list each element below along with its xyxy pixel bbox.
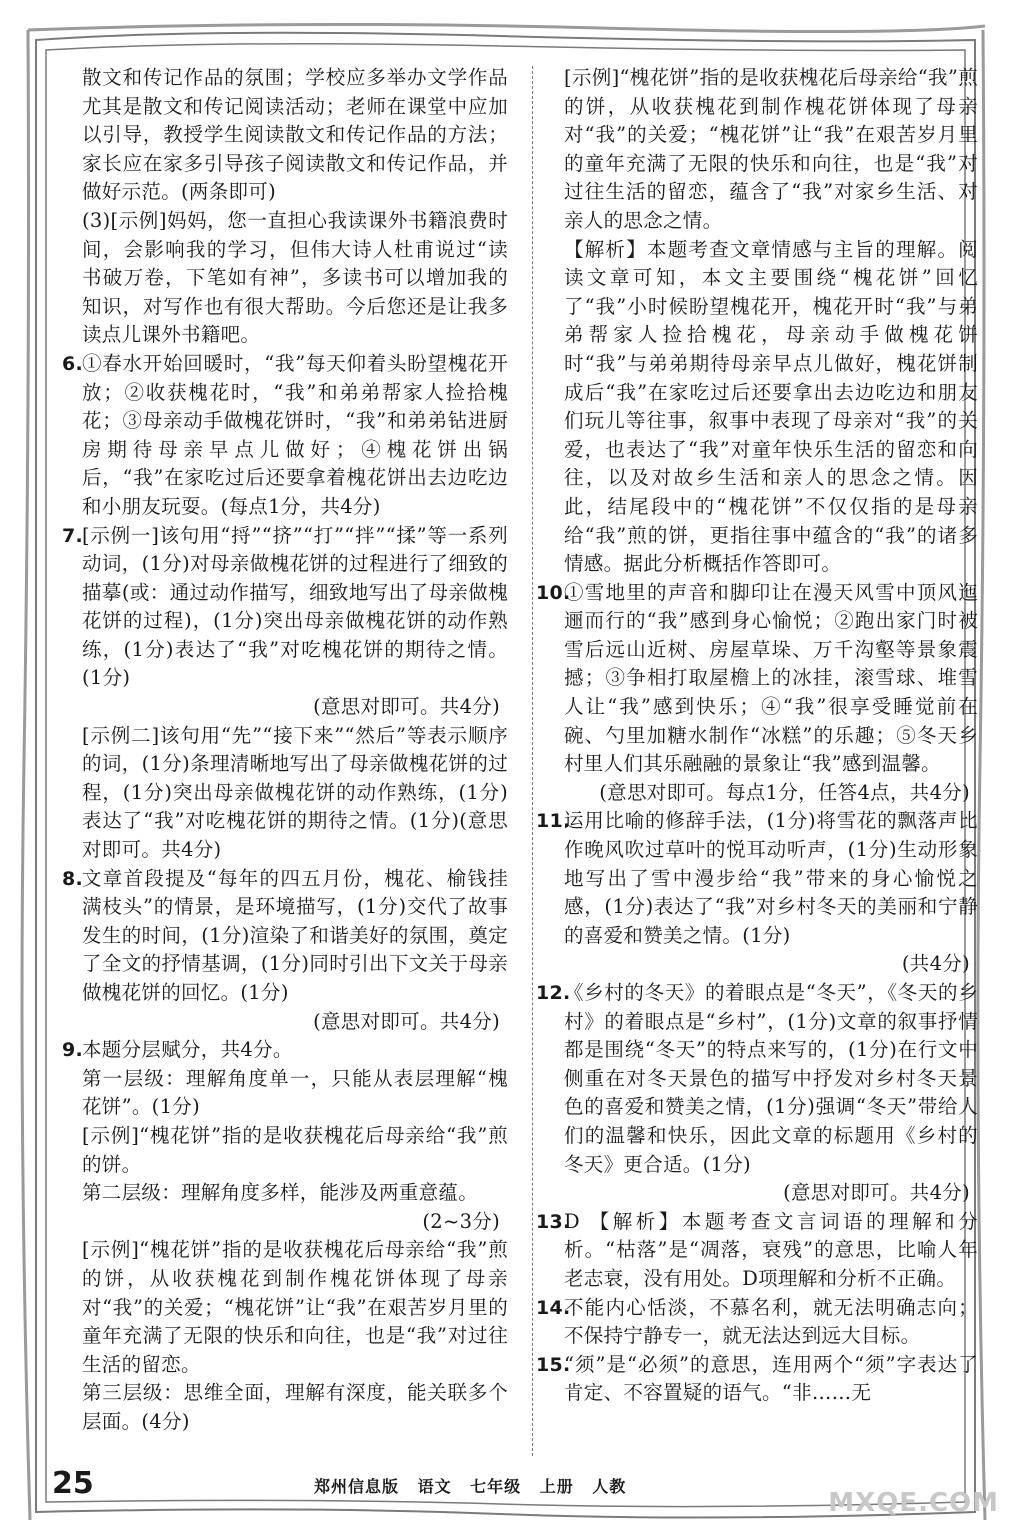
answer-text: ①春水开始回暖时，“我”每天仰着头盼望槐花开放；②收获槐花时，“我”和弟弟帮家人捡拾槐花；③母亲动手做槐花饼时，“我”和弟弟钻进厨房期待母亲早点儿做好；④槐花饼出锅后，“我”在家吃过后还要拿着槐花饼出去边吃边和小朋友玩耍。(每点1分，共4分)	[82, 351, 508, 518]
answer-number: 11.	[536, 810, 571, 833]
answer-item	[536, 1351, 978, 1408]
answer-item	[62, 522, 508, 694]
score-note: (2~3分)	[422, 1209, 500, 1233]
answer-item	[536, 1294, 978, 1351]
paragraph: 【解析】本题考查文章情感与主旨的理解。阅读文章可知，本文主要围绕“槐花饼”回忆了“我”小时候盼望槐花开，槐花开时“我”与弟弟帮家人捡拾槐花，母亲动手做槐花饼时“我”与弟弟期待母亲早点儿做好，槐花饼制成后“我”在家吃过后还要拿出去边吃边和朋友们玩儿等往事，叙事中表现了母亲对“我”的关爱，也表达了“我”对童年快乐生活的留恋和向往，以及对故乡生活和亲人的思念之情。因此，结尾段中的“槐花饼”不仅仅指的是母亲给“我”煎的饼，更指往事中蕴含的“我”的诸多情感。据此分析概括作答即可。	[564, 237, 978, 576]
answer-item	[536, 579, 978, 779]
answer-number: 12.	[536, 982, 571, 1004]
answer-text: D 【解析】本题考查文言词语的理解和分析。“枯落”是“凋落，衰残”的意思，比喻人年老志衰，没有用处。D项理解和分析不正确。	[564, 1209, 978, 1290]
score-note: (意思对即可。共4分)	[313, 695, 500, 719]
answer-text: 本题分层赋分，共4分。	[82, 1038, 293, 1062]
answer-item	[536, 1208, 978, 1294]
answer-number: 14.	[536, 1296, 571, 1319]
column-divider	[532, 66, 533, 1456]
answer-number: 10.	[536, 581, 571, 604]
paragraph: [示例]“槐花饼”指的是收获槐花后母亲给“我”煎的饼，从收获槐花到制作槐花饼体现了母亲对“我”的关爱；“槐花饼”让“我”在艰苦岁月里的童年充满了无限的快乐和向往，也是“我”对过往生活的留恋，蕴含了“我”对家乡生活、对亲人的思念之情。	[564, 66, 978, 232]
paragraph: [示例二]该句用“先”“接下来”“然后”等表示顺序的词，(1分)条理清晰地写出了母亲做槐花饼的过程，(1分)突出母亲做槐花饼的动作熟练，(1分)表达了“我”对吃槐花饼的期待之情。(1分)(意思对即可。共4分)	[82, 723, 508, 862]
answer-item	[62, 350, 508, 522]
watermark-logo: MXQE.COM	[828, 1488, 999, 1518]
answer-item	[62, 865, 508, 1008]
paragraph: [示例]“槐花饼”指的是收获槐花后母亲给“我”煎的饼。	[82, 1123, 508, 1176]
answer-text: ①雪地里的声音和脚印让在漫天风雪中顶风迤逦而行的“我”感到身心愉悦；②跑出家门时被雪后远山近树、房屋草垛、万千沟壑等景象震撼；③争相打取屋檐上的冰挂，滚雪球、堆雪人让“我”感到快乐；④“我”很享受睡觉前在碗、勺里加糖水制作“冰糕”的乐趣；⑤冬天乡村里人们其乐融融的景象让“我”感到温馨。	[564, 580, 978, 776]
answer-number: 6.	[62, 352, 84, 375]
answer-number: 15.	[536, 1353, 571, 1376]
paragraph: 第一层级：理解角度单一，只能从表层理解“槐花饼”。(1分)	[82, 1066, 508, 1119]
paragraph: 散文和传记作品的氛围；学校应多举办文学作品尤其是散文和传记阅读活动；老师在课堂中应加以引导，教授学生阅读散文和传记作品的方法；家长应在家多引导孩子阅读散文和传记作品，并做好示范。(两条即可)	[82, 66, 508, 204]
answer-text: “须”是“必须”的意思，连用两个“须”字表达了肯定、不容置疑的语气。“非……无	[564, 1352, 978, 1405]
score-note: (意思对即可。共4分)	[783, 1181, 970, 1205]
paragraph: 第三层级：思维全面，理解有深度，能关联多个层面。(4分)	[82, 1381, 508, 1433]
page-number: 25	[52, 1466, 94, 1501]
score-note: (意思对即可。共4分)	[313, 1009, 500, 1033]
answer-text: [示例一]该句用“捋”“挤”“打”“拌”“揉”等一系列动词，(1分)对母亲做槐花饼的过程进行了细致的描摹(或：通过动作描写，细致地写出了母亲做槐花饼的过程)，(1分)突出母亲做槐花饼的动作熟练，(1分)表达了“我”对吃槐花饼的期待之情。(1分)	[82, 523, 508, 690]
answer-text: 不能内心恬淡，不慕名利，就无法明确志向；不保持宁静专一，就无法达到远大目标。	[564, 1295, 978, 1348]
answer-text: 运用比喻的修辞手法，(1分)将雪花的飘落声比作晚风吹过草叶的悦耳动听声，(1分)生动形象地写出了雪中漫步给“我”带来的身心愉悦之感，(1分)表达了“我”对乡村冬天的美丽和宁静的喜爱和赞美之情。(1分)	[564, 809, 978, 947]
answer-number: 13.	[536, 1210, 571, 1233]
answer-number: 7.	[62, 524, 84, 547]
answer-item	[536, 979, 978, 1179]
paragraph: 第二层级：理解角度多样，能涉及两重意蕴。	[82, 1181, 479, 1205]
left-column	[62, 64, 508, 1437]
answer-number: 9.	[62, 1039, 84, 1062]
answer-number: 8.	[62, 867, 84, 890]
paragraph: [示例]“槐花饼”指的是收获槐花后母亲给“我”煎的饼，从收获槐花到制作槐花饼体现了母亲对“我”的关爱；“槐花饼”让“我”在艰苦岁月里的童年充满了无限的快乐和向往，也是“我”对过往生活的留恋。	[82, 1238, 508, 1376]
answer-item	[62, 1036, 508, 1065]
answer-text: 《乡村的冬天》的着眼点是“冬天”，《冬天的乡村》的着眼点是“乡村”，(1分)文章的叙事抒情都是围绕“冬天”的特点来写的，(1分)在行文中侧重在对冬天景色的描写中抒发对乡村冬天景色的喜爱和赞美之情，(1分)强调“冬天”带给人们的温馨和快乐，因此文章的标题用《乡村的冬天》更合适。(1分)	[564, 981, 978, 1176]
footer-text: 郑州信息版 语文 七年级 上册 人教	[314, 1477, 627, 1496]
right-column	[536, 64, 978, 1408]
paragraph: (3)[示例]妈妈，您一直担心我读课外书籍浪费时间，会影响我的学习，但伟大诗人杜甫说过“读书破万卷，下笔如有神”，多读书可以增加我的知识，对写作也有很大帮助。今后您还是让我多读点儿课外书籍吧。	[82, 208, 508, 347]
answer-item	[536, 807, 978, 950]
score-note: (意思对即可。每点1分，任答4点，共4分)	[599, 780, 970, 804]
answer-text: 文章首段提及“每年的四五月份，槐花、榆钱挂满枝头”的情景，是环境描写，(1分)交代了故事发生的时间，(1分)渲染了和谐美好的氛围，奠定了全文的抒情基调，(1分)同时引出下文关于母亲做槐花饼的回忆。(1分)	[82, 866, 508, 1004]
score-note: (共4分)	[901, 952, 970, 976]
